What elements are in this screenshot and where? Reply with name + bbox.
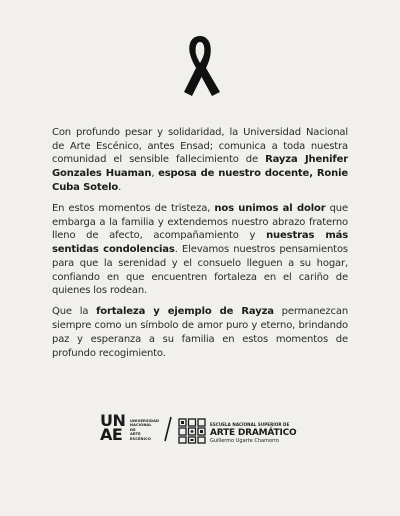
unae-mark-bottom: AE: [100, 425, 123, 444]
body-text-span: que embarga a la familia y extendemos nuestro abrazo fraterno lleno de afecto, acompañamiento y: [52, 203, 348, 242]
condolence-message: [52, 126, 348, 368]
body-text-span: En estos momentos de tristeza,: [52, 203, 215, 215]
body-text-span: permanezcan siempre como un símbolo de amor puro y eterno, brindando paz y esperanza a su familia en estos momentos de profundo recogimiento.: [52, 306, 349, 359]
emphasis-text: esposa de nuestro docente, Ronie Cuba Sotelo: [52, 168, 348, 193]
unae-name-line: ESCÉNICO: [130, 436, 151, 441]
paragraph-3: [52, 305, 348, 360]
emphasis-text: nos unimos al dolor: [214, 203, 326, 215]
body-text-span: Con profundo pesar y solidaridad, la Universidad Nacional de Arte Escénico, antes Ensad; comunica a toda nuestra comunidad el sensible fallecimiento de: [52, 127, 348, 166]
mourning-ribbon-icon: [176, 28, 224, 98]
body-text-span: Que la: [52, 306, 97, 318]
unae-name-line: DE: [130, 427, 136, 432]
unae-name-line: UNIVERSIDAD: [130, 419, 160, 423]
unae-name: [130, 419, 159, 441]
unae-name-line: ARTE: [130, 432, 141, 437]
ensad-line1: ESCUELA NACIONAL SUPERIOR DE: [210, 422, 290, 427]
paragraph-2: [52, 202, 348, 298]
paragraph-1: [52, 126, 348, 195]
divider-slash: [163, 416, 173, 442]
body-text-span: . Elevamos nuestros pensamientos para que la serenidad y el consuelo lleguen a su hogar, confiando en que encuentren fortaleza en el cariño de quienes los rodean.: [52, 244, 348, 297]
body-text-span: ,: [151, 168, 159, 180]
emphasis-text: nuestras más sentidas condolencias: [52, 230, 349, 256]
ensad-name: [210, 422, 296, 444]
footer-logos: [100, 410, 300, 450]
emphasis-text: fortaleza y ejemplo de Rayza: [96, 306, 274, 318]
ensad-line3: Guillermo Ugarte Chamorro: [210, 438, 279, 444]
body-text-span: .: [118, 181, 122, 193]
unae-logo: [100, 411, 126, 444]
ensad-line2: ARTE DRAMÁTICO: [210, 428, 297, 438]
emphasis-text: Rayza Jhenifer Gonzales Huaman: [52, 154, 349, 180]
unae-mark-top: UN: [100, 411, 126, 430]
unae-name-line: NACIONAL: [130, 423, 152, 428]
ensad-logo-icon: [178, 418, 206, 444]
